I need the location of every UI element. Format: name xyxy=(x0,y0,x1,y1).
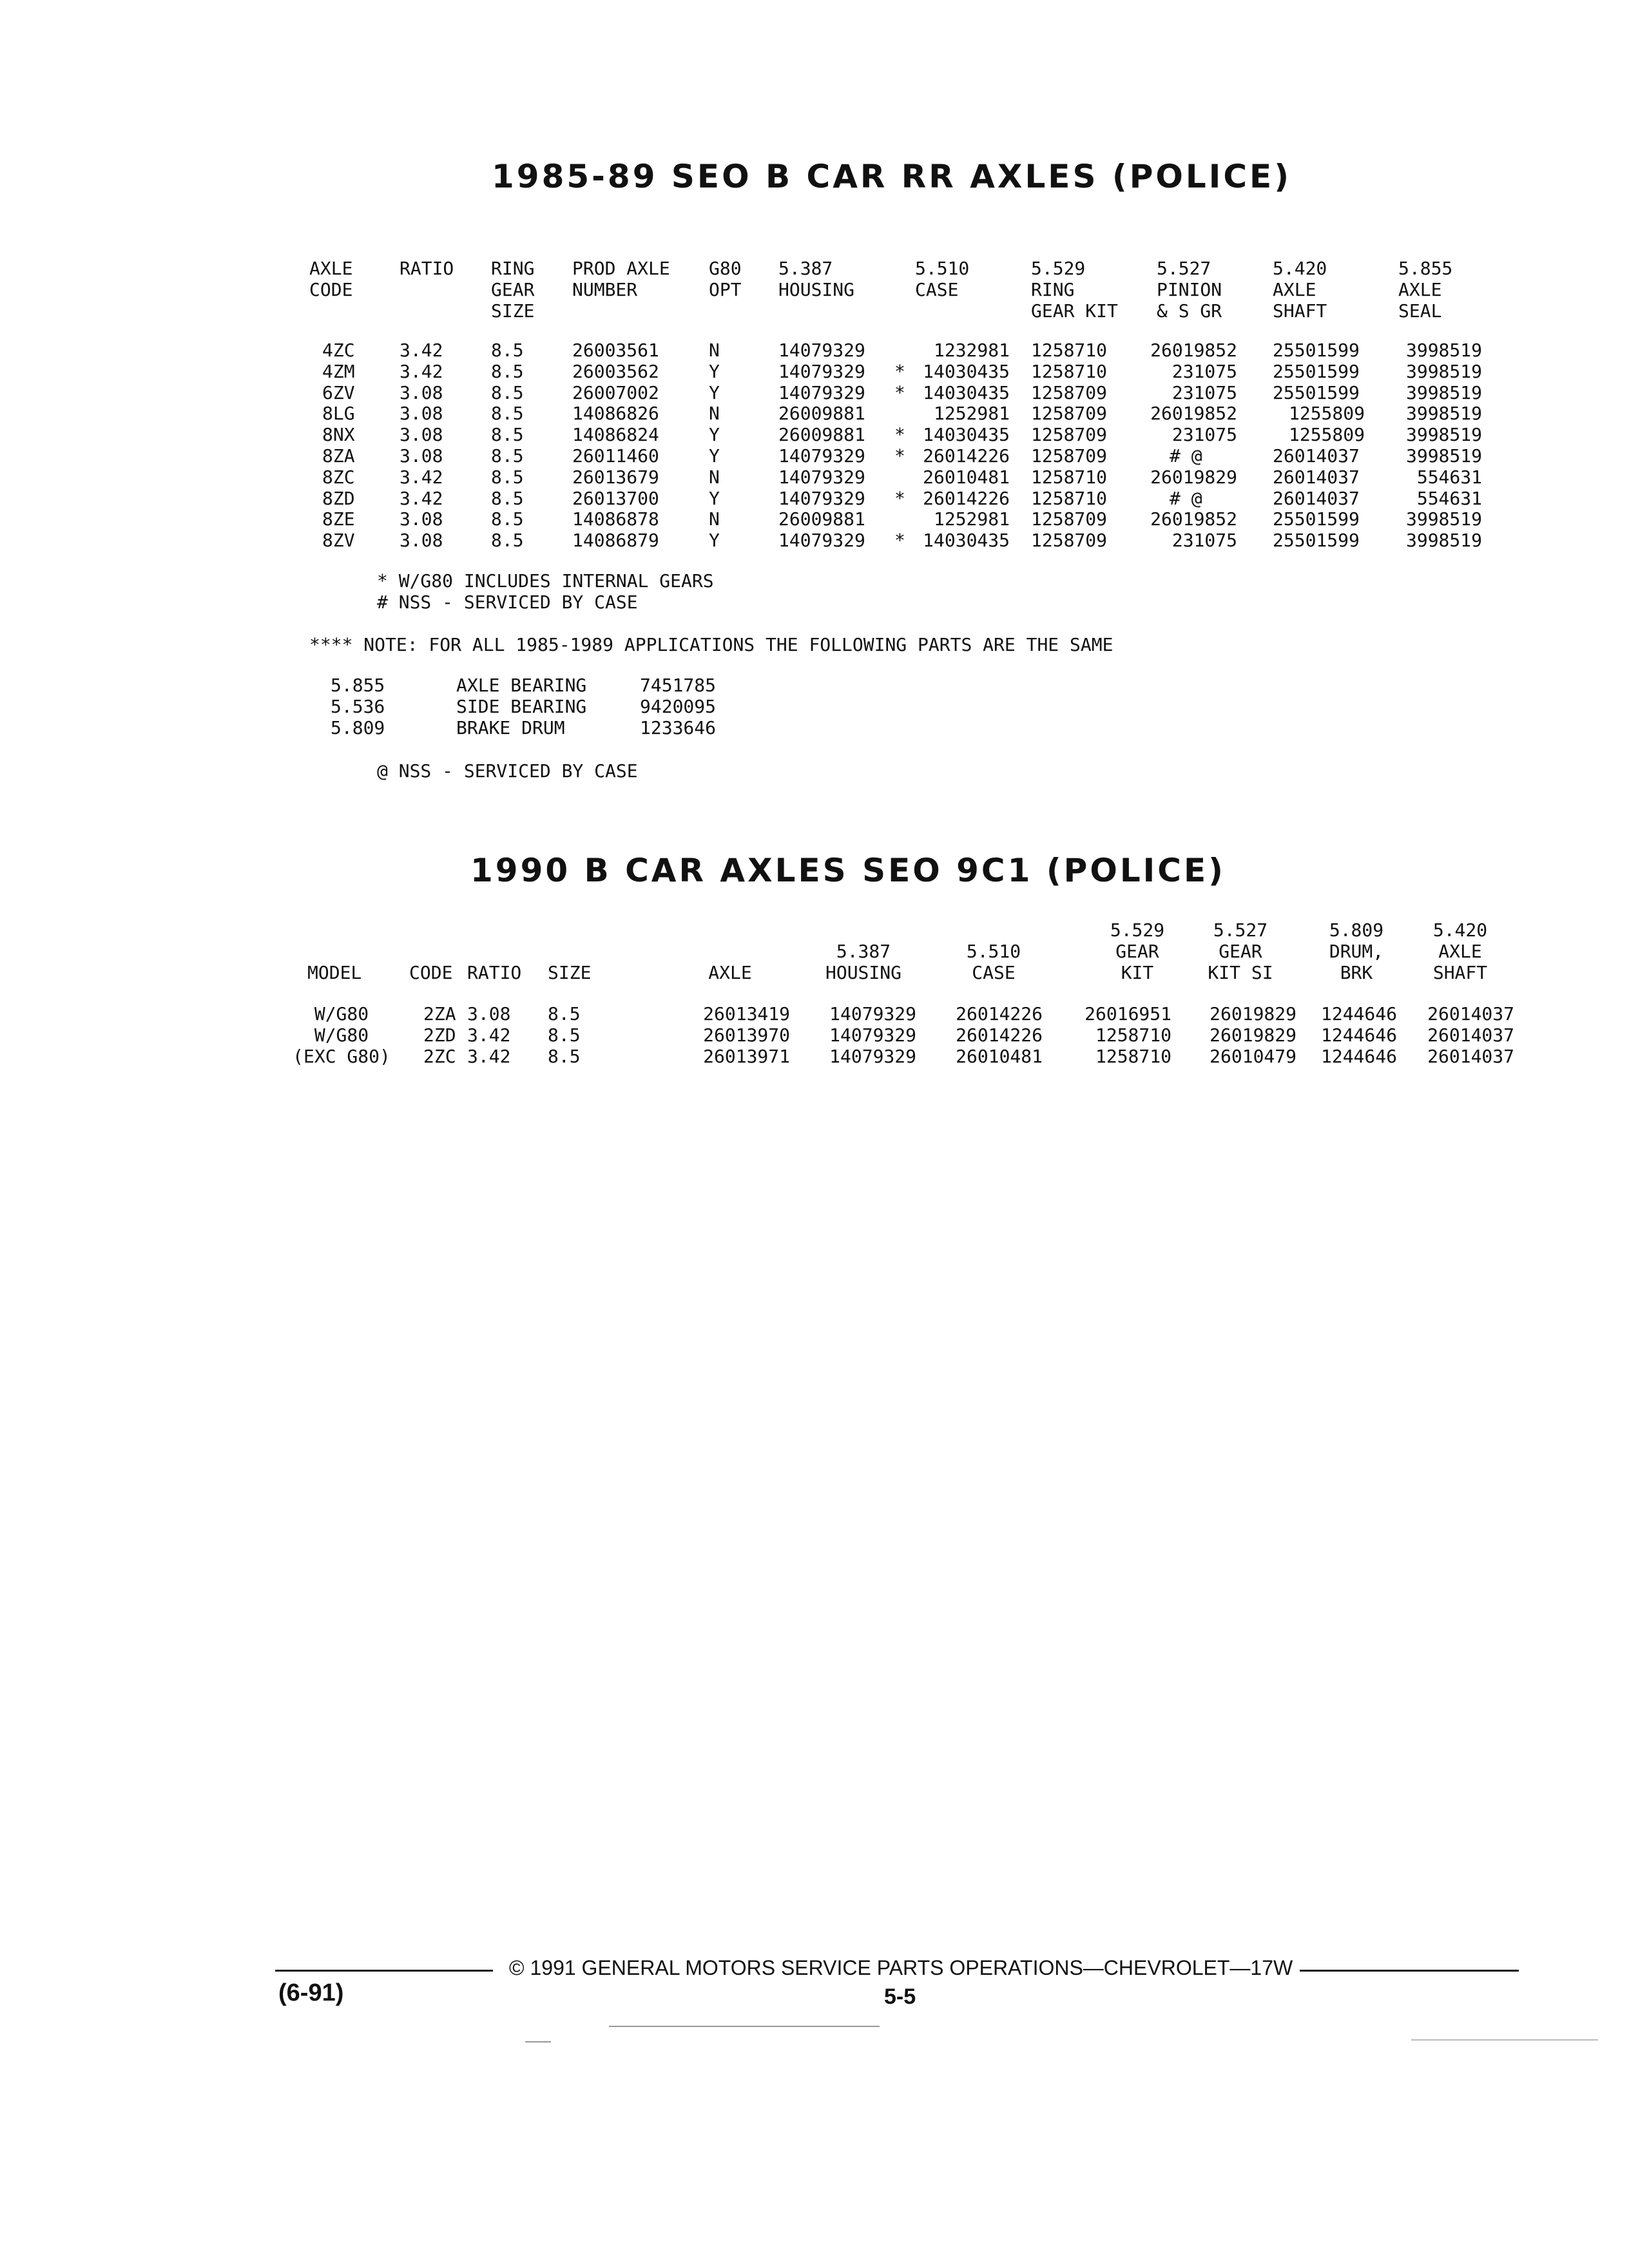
section1-cell-code: 8LG xyxy=(322,403,355,425)
section1-cell-seal: 3998519 xyxy=(1405,381,1482,403)
scan-artifact xyxy=(525,2041,551,2042)
section1-cell-seal: 3998519 xyxy=(1405,403,1482,425)
section1-cell-ratio: 3.08 xyxy=(400,508,443,530)
section1-cell-case: 1232981 xyxy=(933,340,1010,361)
section1-header-0: AXLE CODE xyxy=(309,258,353,300)
section1-cell-ratio: 3.08 xyxy=(400,445,443,466)
section2-cell-axle: 26013419 xyxy=(703,1003,790,1024)
section1-cell-ring-kit: 1258709 xyxy=(1031,530,1108,552)
section1-cell-ring-kit: 1258710 xyxy=(1031,360,1108,382)
section1-cell-g80: Y xyxy=(709,445,720,466)
section1-cell-prod: 26003562 xyxy=(572,360,659,382)
section1-cell-housing: 14079329 xyxy=(778,487,865,509)
section1-cell-ratio: 3.42 xyxy=(400,360,443,382)
footer-rule-right xyxy=(1300,1970,1519,1972)
section1-cell-ratio: 3.42 xyxy=(400,487,443,509)
footer-copyright: © 1991 GENERAL MOTORS SERVICE PARTS OPERATIONS—CHEVROLET—17W xyxy=(509,1956,1293,1979)
section1-cell-housing: 14079329 xyxy=(778,340,865,361)
section2-cell-gear-kit-si: 26019829 xyxy=(1210,1024,1296,1046)
section1-cell-code: 8ZE xyxy=(322,508,355,530)
section1-cell-g80: Y xyxy=(709,360,720,382)
footnote-hash: # NSS - SERVICED BY CASE xyxy=(377,591,638,613)
section1-cell-code: 8NX xyxy=(322,424,355,446)
section2-header-model: MODEL xyxy=(307,962,362,983)
section1-cell-ring-kit: 1258709 xyxy=(1031,403,1108,425)
section2-header-gear-kit-si: 5.527 GEAR KIT SI xyxy=(1208,919,1273,983)
common-part-number: 9420095 xyxy=(640,696,717,717)
section2-header-drum: 5.809 DRUM, BRK xyxy=(1329,919,1384,983)
section2-header-axle: AXLE xyxy=(708,962,752,983)
section1-cell-seal: 554631 xyxy=(1416,466,1482,488)
section1-cell-ring: 8.5 xyxy=(491,508,524,530)
section1-cell-ratio: 3.08 xyxy=(400,381,443,403)
section1-cell-code: 8ZV xyxy=(322,530,355,552)
section2-cell-ratio: 3.08 xyxy=(467,1003,511,1024)
section2-cell-size: 8.5 xyxy=(548,1046,581,1067)
footnote-star: * W/G80 INCLUDES INTERNAL GEARS xyxy=(377,570,714,591)
section1-cell-ratio: 3.42 xyxy=(400,466,443,488)
section2-cell-axle: 26013970 xyxy=(703,1024,790,1046)
section2-cell-case: 26010481 xyxy=(956,1046,1043,1067)
section1-cell-ratio: 3.08 xyxy=(400,403,443,425)
section1-cell-g80: Y xyxy=(709,381,720,403)
section2-cell-axle: 26013971 xyxy=(703,1046,790,1067)
section1-cell-prod: 14086878 xyxy=(572,508,659,530)
section1-cell-seal: 3998519 xyxy=(1405,424,1482,446)
section1-cell-prod: 26003561 xyxy=(572,340,659,361)
section1-cell-seal: 3998519 xyxy=(1405,508,1482,530)
section2-cell-model: W/G80 xyxy=(314,1024,369,1046)
section2-header-code: CODE xyxy=(409,962,453,983)
section1-cell-pinion: 231075 xyxy=(1171,360,1237,382)
section1-cell-ring-kit: 1258710 xyxy=(1031,340,1108,361)
section1-cell-prod: 26013679 xyxy=(572,466,659,488)
section1-cell-case: 14030435 xyxy=(923,360,1010,382)
section1-title: 1985-89 SEO B CAR RR AXLES (POLICE) xyxy=(492,158,1292,195)
section1-cell-ring: 8.5 xyxy=(491,487,524,509)
footnote-at: @ NSS - SERVICED BY CASE xyxy=(377,760,638,782)
section1-cell-ring-kit: 1258710 xyxy=(1031,466,1108,488)
footer-rule-left xyxy=(275,1970,493,1972)
section1-cell-housing: 14079329 xyxy=(778,445,865,466)
section1-cell-shaft: 26014037 xyxy=(1273,466,1360,488)
section1-cell-ratio: 3.08 xyxy=(400,530,443,552)
section1-cell-case: 1252981 xyxy=(933,508,1010,530)
section2-cell-gear-kit-si: 26019829 xyxy=(1210,1003,1296,1024)
section2-cell-gear-kit: 1258710 xyxy=(1095,1046,1171,1067)
section1-header-8: 5.527 PINION & S GR xyxy=(1157,258,1222,322)
section1-cell-ring: 8.5 xyxy=(491,424,524,446)
section1-cell-shaft: 26014037 xyxy=(1273,445,1360,466)
section2-cell-ratio: 3.42 xyxy=(467,1024,511,1046)
section2-cell-housing: 14079329 xyxy=(829,1003,916,1024)
section1-header-10: 5.855 AXLE SEAL xyxy=(1398,258,1453,322)
section2-cell-case: 26014226 xyxy=(956,1003,1043,1024)
section2-cell-model: W/G80 xyxy=(314,1003,369,1024)
common-part-number: 1233646 xyxy=(640,717,717,738)
section2-cell-drum: 1244646 xyxy=(1320,1024,1397,1046)
footer-date-code: (6-91) xyxy=(278,1979,344,2006)
section1-cell-pinion: 26019829 xyxy=(1150,466,1237,488)
section1-cell-code: 4ZM xyxy=(322,360,355,382)
section1-header-2: RING GEAR SIZE xyxy=(491,258,535,322)
section1-cell-code: 4ZC xyxy=(322,340,355,361)
section2-cell-shaft: 26014037 xyxy=(1427,1003,1514,1024)
section1-cell-code: 8ZD xyxy=(322,487,355,509)
section1-cell-code: 6ZV xyxy=(322,381,355,403)
section2-cell-model: (EXC G80) xyxy=(293,1046,390,1067)
section1-cell-ring-kit: 1258709 xyxy=(1031,445,1108,466)
section1-cell-ring: 8.5 xyxy=(491,340,524,361)
section1-cell-case-mark: * xyxy=(894,530,905,552)
section2-cell-drum: 1244646 xyxy=(1320,1003,1397,1024)
section1-cell-pinion: 26019852 xyxy=(1150,403,1237,425)
section2-cell-drum: 1244646 xyxy=(1320,1046,1397,1067)
section1-cell-ring: 8.5 xyxy=(491,445,524,466)
section1-cell-housing: 14079329 xyxy=(778,466,865,488)
section1-cell-seal: 3998519 xyxy=(1405,530,1482,552)
section1-cell-housing: 26009881 xyxy=(778,508,865,530)
section1-cell-code: 8ZA xyxy=(322,445,355,466)
common-parts-note: **** NOTE: FOR ALL 1985-1989 APPLICATIONS THE FOLLOWING PARTS ARE THE SAME xyxy=(309,634,1113,655)
section1-cell-seal: 3998519 xyxy=(1405,340,1482,361)
section1-cell-pinion: # @ xyxy=(1170,487,1202,509)
section1-cell-housing: 14079329 xyxy=(778,360,865,382)
footer-page-number: 5-5 xyxy=(884,1984,916,2009)
section1-cell-case: 26010481 xyxy=(923,466,1010,488)
section1-cell-g80: N xyxy=(709,340,720,361)
section1-cell-pinion: 231075 xyxy=(1171,381,1237,403)
section2-cell-code: 2ZC xyxy=(423,1046,456,1067)
section1-cell-ring: 8.5 xyxy=(491,403,524,425)
section1-cell-ring-kit: 1258709 xyxy=(1031,381,1108,403)
section1-cell-ring: 8.5 xyxy=(491,360,524,382)
section2-cell-gear-kit: 26016951 xyxy=(1084,1003,1171,1024)
section1-cell-g80: N xyxy=(709,508,720,530)
section2-title: 1990 B CAR AXLES SEO 9C1 (POLICE) xyxy=(470,852,1226,889)
section1-cell-g80: Y xyxy=(709,530,720,552)
common-part-name: AXLE BEARING xyxy=(456,675,587,696)
section2-cell-size: 8.5 xyxy=(548,1024,581,1046)
common-part-name: SIDE BEARING xyxy=(456,696,587,717)
section2-cell-case: 26014226 xyxy=(956,1024,1043,1046)
section2-header-case: 5.510 CASE xyxy=(966,941,1021,983)
section1-cell-pinion: 231075 xyxy=(1171,530,1237,552)
section1-cell-g80: N xyxy=(709,403,720,425)
section1-cell-shaft: 25501599 xyxy=(1273,340,1360,361)
section2-cell-size: 8.5 xyxy=(548,1003,581,1024)
section1-cell-ratio: 3.42 xyxy=(400,340,443,361)
section1-cell-case: 26014226 xyxy=(923,445,1010,466)
section1-cell-prod: 26007002 xyxy=(572,381,659,403)
section1-cell-ratio: 3.08 xyxy=(400,424,443,446)
section2-cell-ratio: 3.42 xyxy=(467,1046,511,1067)
section2-header-shaft: 5.420 AXLE SHAFT xyxy=(1432,919,1488,983)
section1-cell-ring: 8.5 xyxy=(491,381,524,403)
section1-header-1: RATIO xyxy=(400,258,454,279)
section1-cell-ring: 8.5 xyxy=(491,466,524,488)
section1-cell-prod: 14086824 xyxy=(572,424,659,446)
scan-artifact xyxy=(609,2026,880,2027)
section1-header-6: 5.510 CASE xyxy=(915,258,970,300)
section1-cell-case-mark: * xyxy=(894,487,905,509)
section1-cell-housing: 26009881 xyxy=(778,403,865,425)
section1-cell-ring: 8.5 xyxy=(491,530,524,552)
section1-cell-g80: N xyxy=(709,466,720,488)
section1-cell-case: 14030435 xyxy=(923,381,1010,403)
section2-cell-code: 2ZA xyxy=(423,1003,456,1024)
section1-cell-case: 14030435 xyxy=(923,424,1010,446)
section1-cell-ring-kit: 1258709 xyxy=(1031,424,1108,446)
section2-header-gear-kit: 5.529 GEAR KIT xyxy=(1110,919,1165,983)
section1-cell-case-mark: * xyxy=(894,360,905,382)
common-part-group: 5.809 xyxy=(331,717,385,738)
section1-cell-shaft: 25501599 xyxy=(1273,508,1360,530)
section2-cell-gear-kit-si: 26010479 xyxy=(1210,1046,1296,1067)
section1-header-3: PROD AXLE NUMBER xyxy=(572,258,670,300)
section1-cell-code: 8ZC xyxy=(322,466,355,488)
section1-header-4: G80 OPT xyxy=(709,258,742,300)
section1-cell-pinion: 231075 xyxy=(1171,424,1237,446)
common-part-number: 7451785 xyxy=(640,675,717,696)
section1-cell-seal: 554631 xyxy=(1416,487,1482,509)
section2-cell-housing: 14079329 xyxy=(829,1024,916,1046)
section2-cell-housing: 14079329 xyxy=(829,1046,916,1067)
section1-cell-shaft: 1255809 xyxy=(1288,424,1365,446)
common-part-name: BRAKE DRUM xyxy=(456,717,565,738)
section1-cell-seal: 3998519 xyxy=(1405,360,1482,382)
section2-header-size: SIZE xyxy=(548,962,592,983)
section1-cell-case-mark: * xyxy=(894,424,905,446)
section2-header-ratio: RATIO xyxy=(467,962,522,983)
section1-cell-ring-kit: 1258709 xyxy=(1031,508,1108,530)
section1-cell-case: 1252981 xyxy=(933,403,1010,425)
section1-cell-shaft: 1255809 xyxy=(1288,403,1365,425)
section1-cell-seal: 3998519 xyxy=(1405,445,1482,466)
section1-cell-shaft: 25501599 xyxy=(1273,360,1360,382)
section1-cell-pinion: # @ xyxy=(1170,445,1202,466)
section1-cell-shaft: 25501599 xyxy=(1273,530,1360,552)
section1-cell-prod: 26013700 xyxy=(572,487,659,509)
section1-cell-prod: 14086879 xyxy=(572,530,659,552)
scan-artifact xyxy=(1411,2039,1598,2041)
section1-cell-g80: Y xyxy=(709,487,720,509)
section2-cell-shaft: 26014037 xyxy=(1427,1046,1514,1067)
section1-header-5: 5.387 HOUSING xyxy=(778,258,855,300)
section1-cell-housing: 14079329 xyxy=(778,530,865,552)
section1-cell-housing: 14079329 xyxy=(778,381,865,403)
section1-cell-prod: 14086826 xyxy=(572,403,659,425)
section1-header-7: 5.529 RING GEAR KIT xyxy=(1031,258,1118,322)
section1-cell-case: 14030435 xyxy=(923,530,1010,552)
section1-cell-shaft: 25501599 xyxy=(1273,381,1360,403)
section1-cell-g80: Y xyxy=(709,424,720,446)
section1-cell-case-mark: * xyxy=(894,445,905,466)
section1-cell-pinion: 26019852 xyxy=(1150,340,1237,361)
section1-cell-prod: 26011460 xyxy=(572,445,659,466)
section1-cell-case: 26014226 xyxy=(923,487,1010,509)
section2-cell-code: 2ZD xyxy=(423,1024,456,1046)
section2-cell-shaft: 26014037 xyxy=(1427,1024,1514,1046)
common-part-group: 5.536 xyxy=(331,696,385,717)
section1-cell-shaft: 26014037 xyxy=(1273,487,1360,509)
section2-header-housing: 5.387 HOUSING xyxy=(825,941,901,983)
section1-cell-housing: 26009881 xyxy=(778,424,865,446)
section2-cell-gear-kit: 1258710 xyxy=(1095,1024,1171,1046)
section1-cell-ring-kit: 1258710 xyxy=(1031,487,1108,509)
section1-cell-case-mark: * xyxy=(894,381,905,403)
section1-header-9: 5.420 AXLE SHAFT xyxy=(1273,258,1327,322)
common-part-group: 5.855 xyxy=(331,675,385,696)
section1-cell-pinion: 26019852 xyxy=(1150,508,1237,530)
